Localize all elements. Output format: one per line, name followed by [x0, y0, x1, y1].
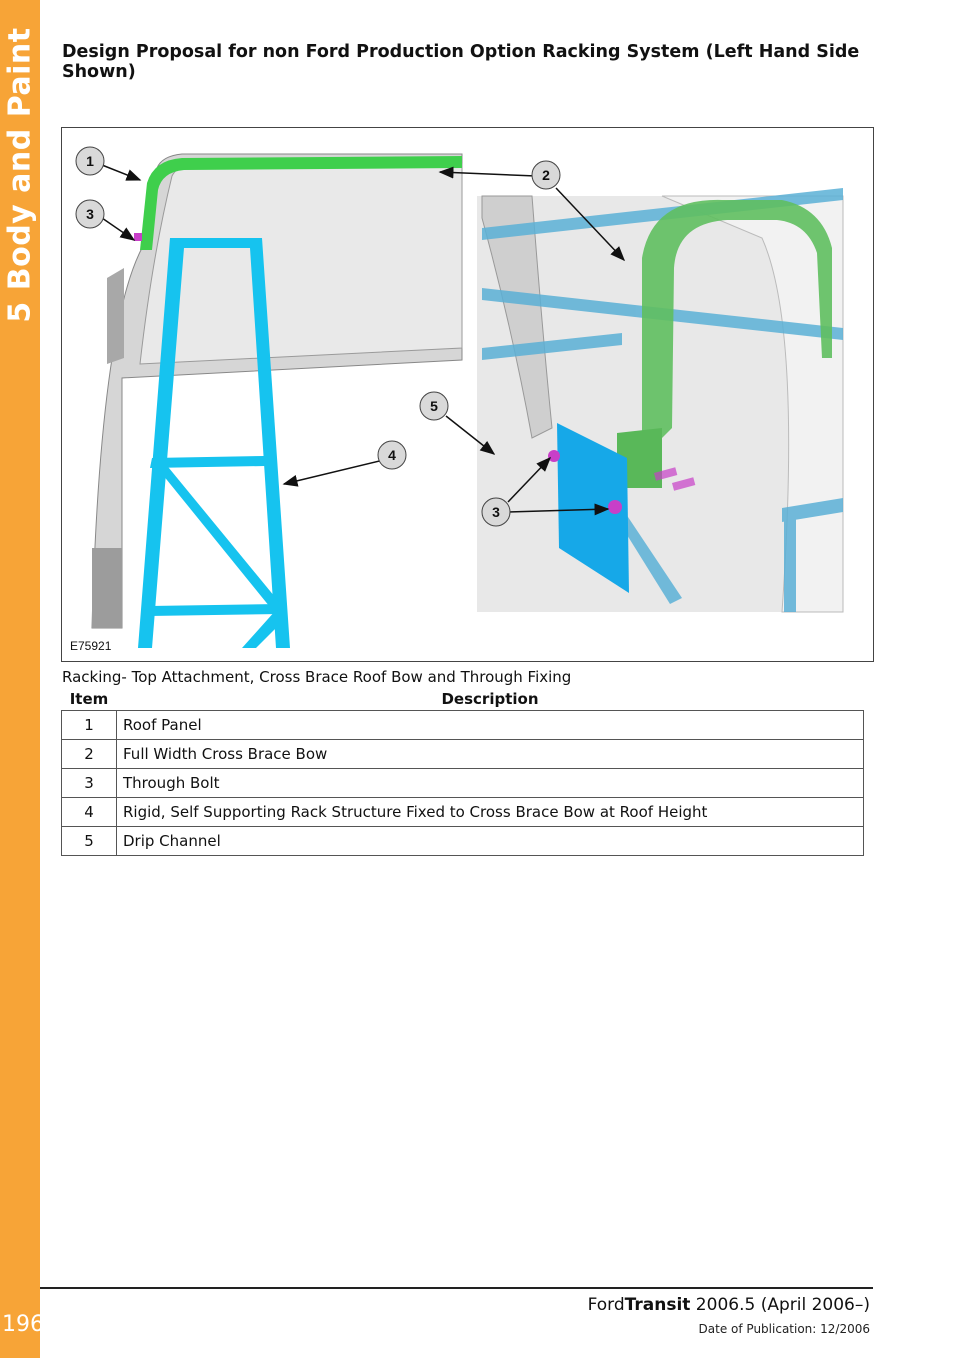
- svg-text:3: 3: [492, 504, 500, 520]
- table-row: [62, 768, 864, 797]
- footer-divider: [40, 1287, 873, 1289]
- callout-5: [420, 392, 448, 420]
- svg-text:3: 3: [86, 206, 94, 222]
- footer-edition: 2006.5 (April 2006–): [690, 1295, 870, 1315]
- item-number: 5: [62, 826, 117, 855]
- table-row: [62, 826, 864, 855]
- section-label: 5 Body and Paint: [2, 27, 38, 323]
- svg-text:4: 4: [388, 447, 396, 463]
- item-description: Through Bolt: [117, 768, 864, 797]
- item-description: Full Width Cross Brace Bow: [117, 739, 864, 768]
- through-bolt-lower: [608, 500, 622, 514]
- item-description: Rigid, Self Supporting Rack Structure Fixed to Cross Brace Bow at Roof Height: [117, 797, 864, 826]
- figure: [61, 127, 874, 662]
- page-title: Design Proposal for non Ford Production Option Racking System (Left Hand Side Shown): [62, 42, 860, 82]
- footer-date: Date of Publication: 12/2006: [698, 1322, 870, 1336]
- item-number: 1: [62, 710, 117, 739]
- svg-text:1: 1: [86, 153, 94, 169]
- table-row: [62, 739, 864, 768]
- callout-4: [378, 441, 406, 469]
- callout-1: [76, 147, 104, 175]
- callout-3-detail: [482, 498, 510, 526]
- figure-caption: Racking- Top Attachment, Cross Brace Roof Bow and Through Fixing: [62, 668, 572, 686]
- item-number: 4: [62, 797, 117, 826]
- through-bolt-upper: [548, 450, 560, 462]
- racking-illustration: [62, 128, 873, 661]
- figure-code: E75921: [70, 639, 112, 653]
- items-table: [61, 688, 864, 856]
- item-description: Roof Panel: [117, 710, 864, 739]
- svg-text:5: 5: [430, 398, 438, 414]
- table-row: [62, 710, 864, 739]
- footer-model: Transit: [624, 1295, 691, 1315]
- svg-text:2: 2: [542, 167, 550, 183]
- column-header-item: Item: [69, 689, 109, 708]
- callout-3: [76, 200, 104, 228]
- table-row: [62, 797, 864, 826]
- callout-2: [532, 161, 560, 189]
- footer-title: [588, 1295, 870, 1315]
- item-number: 2: [62, 739, 117, 768]
- roof-panel-view: [92, 154, 462, 648]
- through-bolt-left: [134, 233, 142, 241]
- drip-channel-view: [477, 188, 843, 612]
- footer-brand: Ford: [587, 1295, 625, 1315]
- column-header-description: Description: [441, 689, 539, 708]
- section-side-tab: [0, 0, 44, 1358]
- table-header-row: [62, 688, 864, 710]
- page-number: 196: [2, 1312, 44, 1337]
- item-number: 3: [62, 768, 117, 797]
- item-description: Drip Channel: [117, 826, 864, 855]
